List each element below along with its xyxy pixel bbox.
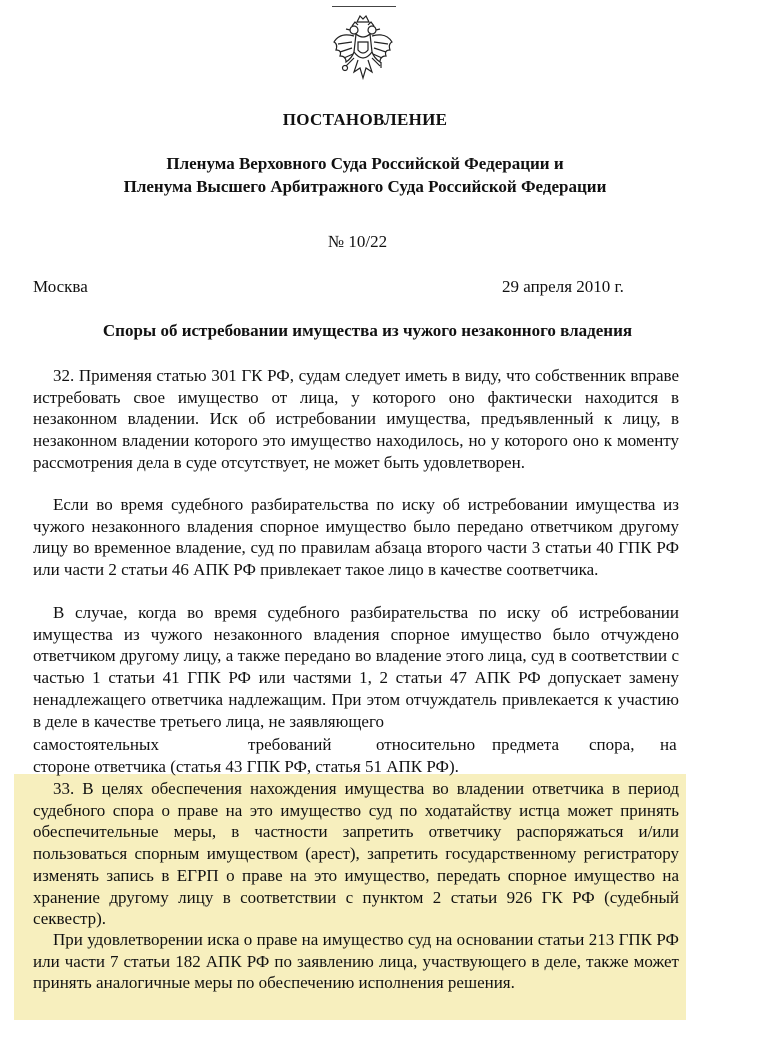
paragraph-32-3: В случае, когда во время судебного разбирательства по иску об истребовании имущества из чужого незаконного владения спорное имущество было отчуждено ответчиком другому лицу, а также передано во владение этого лица, суд в соответствии с частью 1 статьи 41 ГПК РФ или частями 1, 2 статьи 47 АПК РФ допускает замену ненадлежащего ответчика надлежащим. При этом отчуждатель привлекается к участию в деле в качестве третьего лица, не заявляющего [33,603,679,731]
document-city: Москва [33,277,88,296]
paragraph-32-2: Если во время судебного разбирательства по иску об истребовании имущества из чужого незаконного владения спорное имущество было передано ответчиком другому лицу во временное владение, суд по правилам абзаца второго части 3 статьи 40 ГПК РФ или части 2 статьи 46 АПК РФ привлекает такое лицо в качестве соответчика. [33,495,679,580]
section-title: Споры об истребовании имущества из чужого незаконного владения [102,321,633,340]
word: спора, [589,735,635,754]
paragraph-33-2: При удовлетворении иска о праве на имущество суд на основании статьи 213 ГПК РФ или части 7 статьи 182 АПК РФ по заявлению лица, участвующего в деле, также может принять аналогичные меры по обеспечению исполнения решения. [33,930,679,993]
word: предмета [492,735,560,754]
word: требований [248,735,332,754]
word: на [660,735,677,754]
document-date: 29 апреля 2010 г. [502,277,624,296]
subtitle-line-1: Пленума Верховного Суда Российской Федерации и [166,154,564,173]
document-number: № 10/22 [327,232,388,251]
coat-of-arms-icon [330,12,396,88]
word: самостоятельных [33,735,159,754]
paragraph-32-3-last-line: стороне ответчика (статья 43 ГПК РФ, статья 51 АПК РФ). [33,757,459,776]
word: относительно [376,735,476,754]
paragraph-33-1: 33. В целях обеспечения нахождения имущества во владении ответчика в период судебного спора о праве на это имущество суд по ходатайству истца может принять обеспечительные меры, в частности запретить ответчику распоряжаться и/или пользоваться спорным имуществом (арест), запретить государственному регистратору изменять запись в ЕГРП о праве на это имущество, передать спорное имущество на хранение другому лицу в соответствии с пунктом 2 статьи 926 ГК РФ (судебный секвестр). [33,779,679,929]
header-rule [332,6,396,7]
document-title: ПОСТАНОВЛЕНИЕ [282,110,448,129]
subtitle-line-2: Пленума Высшего Арбитражного Суда Российской Федерации [123,177,607,196]
paragraph-32-1: 32. Применяя статью 301 ГК РФ, судам следует иметь в виду, что собственник вправе истребовать свое имущество от лица, у которого оно фактически находится в незаконном владении. Иск об истребовании имущества, предъявленный к лицу, в незаконном владении которого это имущество находилось, но у которого оно к моменту рассмотрения дела в суде отсутствует, не может быть удовлетворен. [33,366,679,472]
document-subtitle [0,152,730,198]
